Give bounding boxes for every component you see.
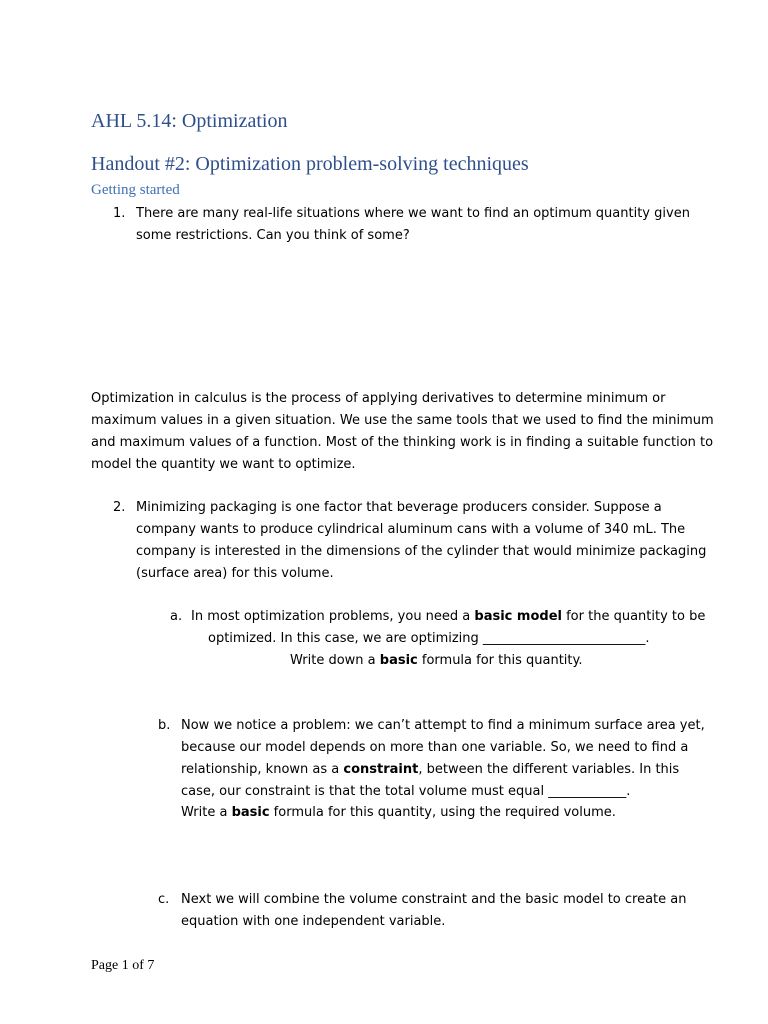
q2b-line2: because our model depends on more than one variable. So, we need to find a: [181, 740, 689, 755]
intro-line2: maximum values in a given situation. We use the same tools that we used to find the minimum: [91, 413, 714, 428]
intro-line3: and maximum values of a function. Most of the thinking work is in finding a suitable function to: [91, 435, 714, 450]
q2-number: 2.: [113, 500, 126, 515]
page-title: AHL 5.14: Optimization: [91, 110, 288, 132]
q1-text-line1: There are many real-life situations where we want to find an optimum quantity given: [136, 206, 690, 221]
q2-text-line3: company is interested in the dimensions of the cylinder that would minimize packaging: [136, 544, 707, 559]
q2b-line3: relationship, known as a constraint, between the different variables. In this: [181, 762, 680, 777]
section-heading: Getting started: [91, 182, 180, 198]
q2a-line2: optimized. In this case, we are optimizing _________________________.: [208, 631, 650, 646]
intro-line1: Optimization in calculus is the process of applying derivatives to determine minimum or: [91, 391, 666, 406]
q1-number: 1.: [113, 206, 126, 221]
q2a-line1: In most optimization problems, you need a basic model for the quantity to be: [191, 609, 706, 624]
q2-text-line1: Minimizing packaging is one factor that beverage producers consider. Suppose a: [136, 500, 662, 515]
intro-line4: model the quantity we want to optimize.: [91, 457, 356, 472]
q2b-line5: Write a basic formula for this quantity, using the required volume.: [181, 805, 616, 820]
q2c-line2: equation with one independent variable.: [181, 914, 446, 929]
handout-title: Handout #2: Optimization problem-solving techniques: [91, 153, 529, 175]
q2-text-line4: (surface area) for this volume.: [136, 566, 334, 581]
q2b-line4: case, our constraint is that the total volume must equal ____________.: [181, 784, 631, 799]
page-footer: Page 1 of 7: [91, 958, 155, 973]
q1-text-line2: some restrictions. Can you think of some?: [136, 228, 410, 243]
q2a-label: a.: [170, 609, 183, 624]
q2b-label: b.: [158, 718, 171, 733]
q2b-line1: Now we notice a problem: we can’t attempt to find a minimum surface area yet,: [181, 718, 705, 733]
q2-text-line2: company wants to produce cylindrical aluminum cans with a volume of 340 mL. The: [136, 522, 686, 537]
q2c-label: c.: [158, 892, 170, 907]
q2a-line3: Write down a basic formula for this quantity.: [290, 653, 583, 668]
q2c-line1: Next we will combine the volume constraint and the basic model to create an: [181, 892, 687, 907]
